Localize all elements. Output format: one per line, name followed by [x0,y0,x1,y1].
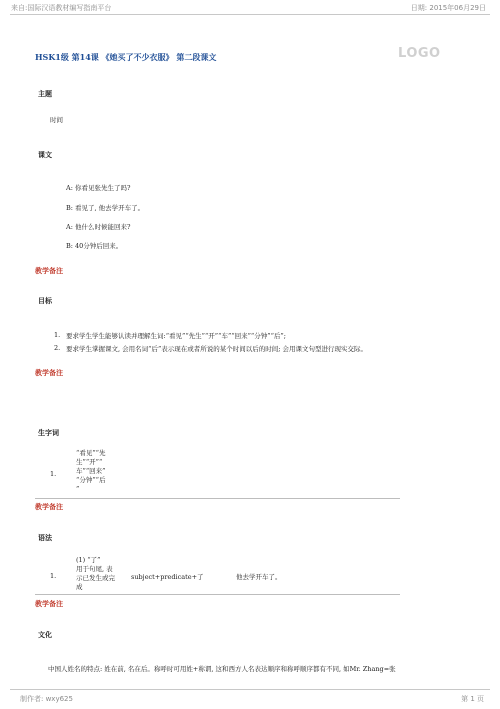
footer-divider [10,689,490,690]
goals-label: 目标 [38,296,52,305]
vocab-line: “分钟”“后 [76,476,106,484]
page-number: 第 1 页 [461,695,484,703]
grammar-example: 他去学开车了。 [236,573,282,581]
dialogue-line: A: 他什么时候能回来? [66,223,131,231]
goal-number: 2. [54,344,61,352]
grammar-divider [35,594,400,595]
topic-label: 主题 [38,89,52,98]
lesson-title: HSK1级 第14课 《她买了不少衣服》 第二段课文 [35,52,217,62]
vocab-cell [76,449,136,494]
grammar-line: (1) “了” [76,556,101,564]
goal-number: 1. [54,331,61,339]
dialogue-line: A: 你看见张先生了吗? [66,184,131,192]
grammar-cell [76,556,132,592]
topic-value: 时间 [50,116,63,124]
source-text: 来自:国际汉语教材编写指南平台 [11,4,112,12]
dialogue-line: B: 看见了, 他去学开车了。 [66,204,145,212]
teaching-note-label: 教学备注 [35,502,63,511]
vocab-line: 生”“开”“ [76,458,103,466]
goal-text: 要求学生学生能够认读并理解生词:“看见”“先生”“开”“车”“回来”“分钟”“后”; [66,332,286,340]
grammar-label: 语法 [38,533,52,542]
vocab-line: “看见”“先 [76,449,106,457]
vocab-label: 生字词 [38,428,59,437]
teaching-note-label: 教学备注 [35,599,63,608]
date-text: 日期: 2015年06月29日 [410,4,486,12]
goal-text: 要求学生掌握课文, 会用名词“后”表示现在或者所说的某个时间以后的时间; 会用课文句型进行现实交际。 [66,345,368,353]
vocab-divider [35,498,400,499]
teaching-note-label: 教学备注 [35,266,63,275]
vocab-number: 1. [50,470,57,478]
teaching-note-label: 教学备注 [35,368,63,377]
grammar-pattern: subject+predicate+了 [131,573,204,581]
grammar-line: 示已发生或完 [76,574,115,582]
culture-text: 中国人姓名的特点: 姓在前, 名在后。称呼时可用姓+称谓, 这和西方人名表达顺序和称呼顺序都有不同, 如Mr. Zhang=张 [48,665,396,673]
vocab-line: ” [76,485,80,493]
vocab-line: 车”“回来” [76,467,106,475]
grammar-line: 用于句尾, 表 [76,565,113,573]
author-text: 制作者: wxy625 [20,695,73,703]
header-divider [10,14,490,15]
logo: LOGO [398,46,441,61]
grammar-number: 1. [50,572,57,580]
text-label: 课文 [38,150,52,159]
dialogue-line: B: 40分钟后回来。 [66,242,123,250]
culture-label: 文化 [38,630,52,639]
grammar-line: 成 [76,583,83,591]
